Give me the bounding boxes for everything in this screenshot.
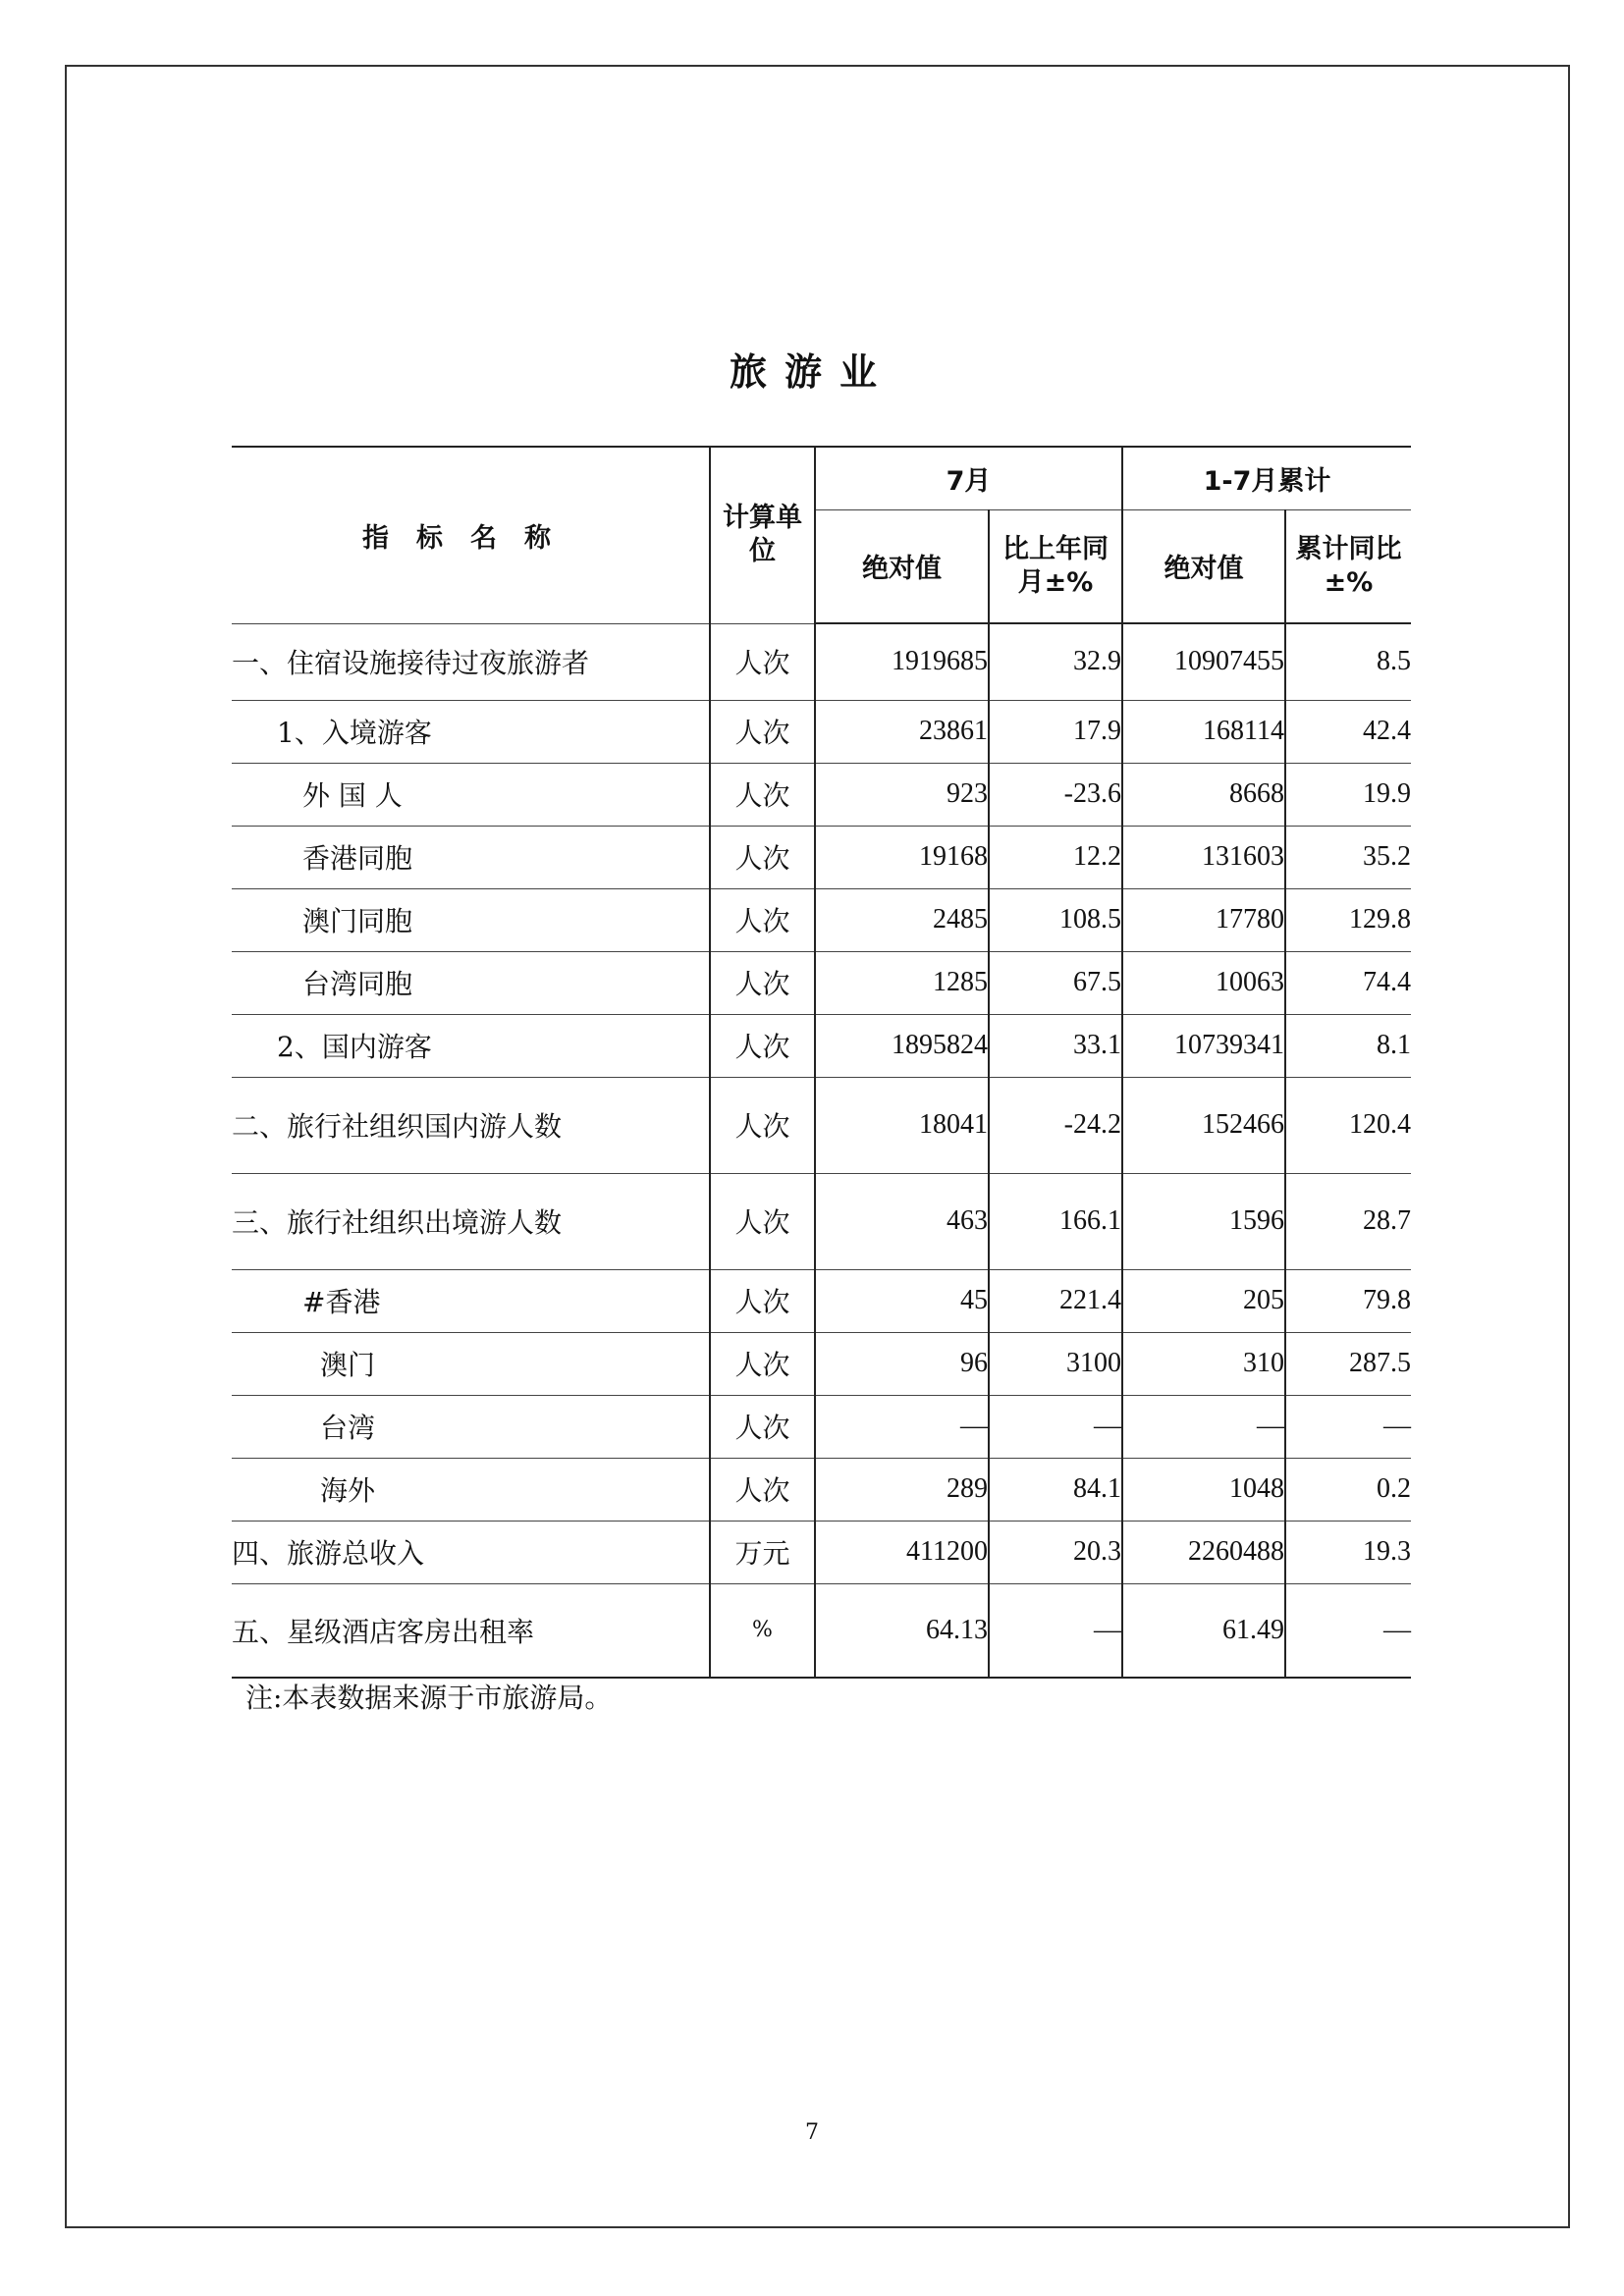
row-name: 2、国内游客 [232, 1014, 710, 1077]
month-yoy: 3100 [989, 1332, 1122, 1395]
cumulative-yoy: 287.5 [1285, 1332, 1411, 1395]
row-unit: 人次 [710, 1077, 815, 1173]
month-yoy: 12.2 [989, 826, 1122, 888]
month-absolute: 19168 [815, 826, 989, 888]
row-name: 海外 [232, 1458, 710, 1521]
row-name: 1、入境游客 [232, 700, 710, 763]
row-name: 二、旅行社组织国内游人数 [232, 1077, 710, 1173]
cumulative-yoy: 8.5 [1285, 623, 1411, 700]
cumulative-absolute: 310 [1122, 1332, 1285, 1395]
cumulative-absolute: — [1122, 1395, 1285, 1458]
month-absolute: 463 [815, 1173, 989, 1269]
cumulative-absolute: 10907455 [1122, 623, 1285, 700]
cumulative-yoy: 35.2 [1285, 826, 1411, 888]
month-absolute: 1285 [815, 951, 989, 1014]
table-row [232, 763, 1411, 826]
row-unit: 人次 [710, 951, 815, 1014]
row-unit: 人次 [710, 1269, 815, 1332]
month-absolute: — [815, 1395, 989, 1458]
month-absolute: 45 [815, 1269, 989, 1332]
cumulative-yoy: — [1285, 1395, 1411, 1458]
cumulative-yoy: 28.7 [1285, 1173, 1411, 1269]
row-unit: 人次 [710, 888, 815, 951]
month-absolute: 96 [815, 1332, 989, 1395]
row-name: 三、旅行社组织出境游人数 [232, 1173, 710, 1269]
row-name: 香港同胞 [232, 826, 710, 888]
table-row [232, 1077, 1411, 1173]
month-yoy: 32.9 [989, 623, 1122, 700]
table-row [232, 1269, 1411, 1332]
row-unit: 人次 [710, 826, 815, 888]
month-yoy: 221.4 [989, 1269, 1122, 1332]
month-absolute: 923 [815, 763, 989, 826]
cumulative-yoy-header: 累计同比±% [1285, 509, 1411, 623]
month-yoy: 84.1 [989, 1458, 1122, 1521]
month-yoy: -23.6 [989, 763, 1122, 826]
table-row [232, 1332, 1411, 1395]
month-yoy: — [989, 1583, 1122, 1678]
row-name: 台湾同胞 [232, 951, 710, 1014]
cumulative-yoy: — [1285, 1583, 1411, 1678]
table-row [232, 1458, 1411, 1521]
row-name: 一、住宿设施接待过夜旅游者 [232, 623, 710, 700]
row-unit: 人次 [710, 1395, 815, 1458]
month-absolute: 64.13 [815, 1583, 989, 1678]
month-yoy: 20.3 [989, 1521, 1122, 1583]
tourism-table [232, 446, 1411, 1679]
cumulative-yoy: 8.1 [1285, 1014, 1411, 1077]
cumulative-absolute: 205 [1122, 1269, 1285, 1332]
month-absolute: 411200 [815, 1521, 989, 1583]
cumulative-absolute: 2260488 [1122, 1521, 1285, 1583]
table-row [232, 1583, 1411, 1678]
month-yoy: 17.9 [989, 700, 1122, 763]
row-unit: 人次 [710, 1458, 815, 1521]
cumulative-absolute: 17780 [1122, 888, 1285, 951]
month-yoy: — [989, 1395, 1122, 1458]
indicator-header: 指标名称 [232, 447, 710, 623]
cumulative-absolute-header: 绝对值 [1122, 509, 1285, 623]
table-row [232, 623, 1411, 700]
month-absolute: 1895824 [815, 1014, 989, 1077]
row-unit: 人次 [710, 700, 815, 763]
month-yoy: 33.1 [989, 1014, 1122, 1077]
cumulative-yoy: 129.8 [1285, 888, 1411, 951]
row-unit: % [710, 1583, 815, 1678]
cumulative-absolute: 131603 [1122, 826, 1285, 888]
row-name: 澳门同胞 [232, 888, 710, 951]
month-absolute-header: 绝对值 [815, 509, 989, 623]
table-row [232, 1173, 1411, 1269]
row-name: 五、星级酒店客房出租率 [232, 1583, 710, 1678]
cumulative-yoy: 42.4 [1285, 700, 1411, 763]
cumulative-yoy: 79.8 [1285, 1269, 1411, 1332]
page-number: 7 [805, 2120, 819, 2145]
cumulative-absolute: 1048 [1122, 1458, 1285, 1521]
unit-header: 计算单位 [710, 447, 815, 623]
table-row [232, 826, 1411, 888]
row-unit: 人次 [710, 623, 815, 700]
table-row [232, 700, 1411, 763]
row-name: 外 国 人 [232, 763, 710, 826]
row-unit: 万元 [710, 1521, 815, 1583]
cumulative-yoy: 19.3 [1285, 1521, 1411, 1583]
month-yoy: -24.2 [989, 1077, 1122, 1173]
cumulative-yoy: 74.4 [1285, 951, 1411, 1014]
cumulative-absolute: 10739341 [1122, 1014, 1285, 1077]
row-unit: 人次 [710, 1173, 815, 1269]
cumulative-absolute: 61.49 [1122, 1583, 1285, 1678]
cumulative-absolute: 10063 [1122, 951, 1285, 1014]
table-row [232, 1521, 1411, 1583]
cumulative-yoy: 0.2 [1285, 1458, 1411, 1521]
row-name: 台湾 [232, 1395, 710, 1458]
row-name: #香港 [232, 1269, 710, 1332]
cumulative-yoy: 120.4 [1285, 1077, 1411, 1173]
page-title: 旅游业 [729, 349, 894, 394]
month-yoy-header: 比上年同月±% [989, 509, 1122, 623]
month-yoy: 108.5 [989, 888, 1122, 951]
table-row [232, 951, 1411, 1014]
month-absolute: 18041 [815, 1077, 989, 1173]
month-absolute: 2485 [815, 888, 989, 951]
row-unit: 人次 [710, 1332, 815, 1395]
row-unit: 人次 [710, 763, 815, 826]
month-yoy: 166.1 [989, 1173, 1122, 1269]
cumulative-absolute: 152466 [1122, 1077, 1285, 1173]
cumulative-yoy: 19.9 [1285, 763, 1411, 826]
cumulative-absolute: 168114 [1122, 700, 1285, 763]
row-name: 四、旅游总收入 [232, 1521, 710, 1583]
row-name: 澳门 [232, 1332, 710, 1395]
month-yoy: 67.5 [989, 951, 1122, 1014]
cumulative-absolute: 1596 [1122, 1173, 1285, 1269]
cumulative-absolute: 8668 [1122, 763, 1285, 826]
month-absolute: 23861 [815, 700, 989, 763]
table-row [232, 888, 1411, 951]
cumulative-group-header: 1-7月累计 [1122, 447, 1411, 509]
table-note: 注:本表数据来源于市旅游局。 [245, 1682, 613, 1714]
month-group-header: 7月 [815, 447, 1122, 509]
table-row [232, 1395, 1411, 1458]
row-unit: 人次 [710, 1014, 815, 1077]
month-absolute: 289 [815, 1458, 989, 1521]
month-absolute: 1919685 [815, 623, 989, 700]
table-row [232, 1014, 1411, 1077]
